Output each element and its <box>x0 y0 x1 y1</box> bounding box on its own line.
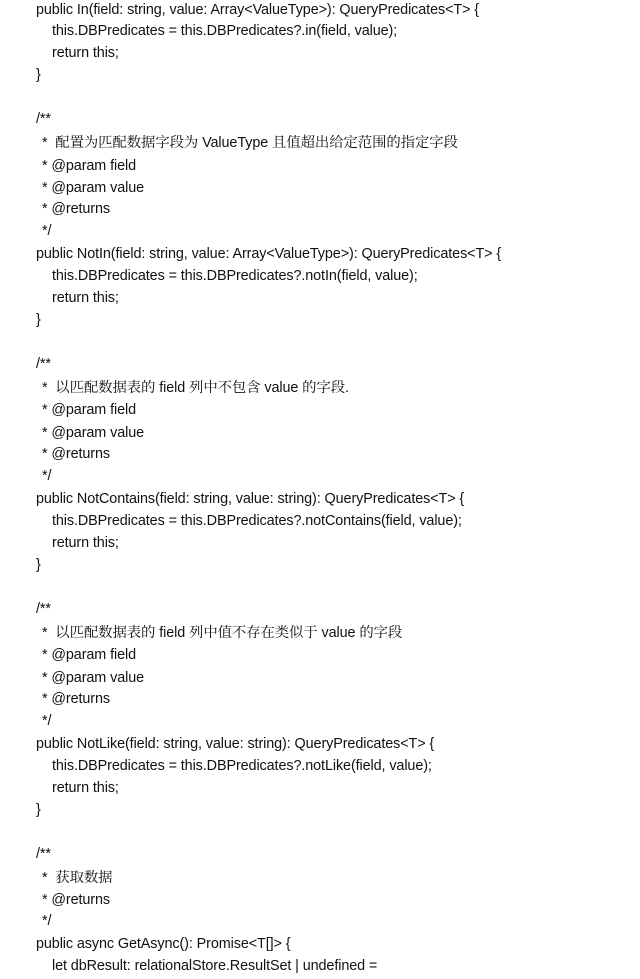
code-line: return this; <box>52 290 119 306</box>
code-line: /** <box>36 846 51 862</box>
code-line: * 配置为匹配数据字段为 ValueType 且值超出给定范围的指定字段 <box>42 135 458 151</box>
code-line: * 以匹配数据表的 field 列中不包含 value 的字段. <box>42 380 349 396</box>
code-line: return this; <box>52 780 119 796</box>
code-line: * @param value <box>42 425 144 441</box>
code-line: * @param field <box>42 647 136 663</box>
code-line: * 以匹配数据表的 field 列中值不存在类似于 value 的字段 <box>42 625 403 641</box>
code-line: public NotLike(field: string, value: string): QueryPredicates<T> { <box>36 736 435 752</box>
code-line: return this; <box>52 535 119 551</box>
code-line: * @returns <box>42 691 110 707</box>
code-line: * 获取数据 <box>42 870 113 886</box>
code-line: */ <box>42 913 52 929</box>
code-line: this.DBPredicates = this.DBPredicates?.in(field, value); <box>52 23 398 39</box>
code-line: */ <box>42 713 52 729</box>
code-line: * @param value <box>42 670 144 686</box>
code-line: * @returns <box>42 892 110 908</box>
code-line: * @param field <box>42 158 136 174</box>
code-line: } <box>36 67 41 83</box>
code-line: * @param field <box>42 402 136 418</box>
code-line: */ <box>42 468 52 484</box>
code-line: /** <box>36 601 51 617</box>
code-line: this.DBPredicates = this.DBPredicates?.notContains(field, value); <box>52 513 462 529</box>
code-line: } <box>36 312 41 328</box>
code-line: } <box>36 557 41 573</box>
code-line: /** <box>36 111 51 127</box>
code-line: return this; <box>52 45 119 61</box>
code-line: public In(field: string, value: Array<ValueType>): QueryPredicates<T> { <box>36 2 479 18</box>
code-line: this.DBPredicates = this.DBPredicates?.notLike(field, value); <box>52 758 432 774</box>
code-line: * @returns <box>42 446 110 462</box>
code-line: } <box>36 802 41 818</box>
code-line: let dbResult: relationalStore.ResultSet | undefined = <box>52 958 378 974</box>
code-line: public NotIn(field: string, value: Array<ValueType>): QueryPredicates<T> { <box>36 246 502 262</box>
code-line: /** <box>36 356 51 372</box>
code-line: this.DBPredicates = this.DBPredicates?.notIn(field, value); <box>52 268 418 284</box>
code-line: public NotContains(field: string, value: string): QueryPredicates<T> { <box>36 491 465 507</box>
code-line: */ <box>42 223 52 239</box>
code-line: * @param value <box>42 180 144 196</box>
code-line: * @returns <box>42 201 110 217</box>
code-line: public async GetAsync(): Promise<T[]> { <box>36 936 291 952</box>
